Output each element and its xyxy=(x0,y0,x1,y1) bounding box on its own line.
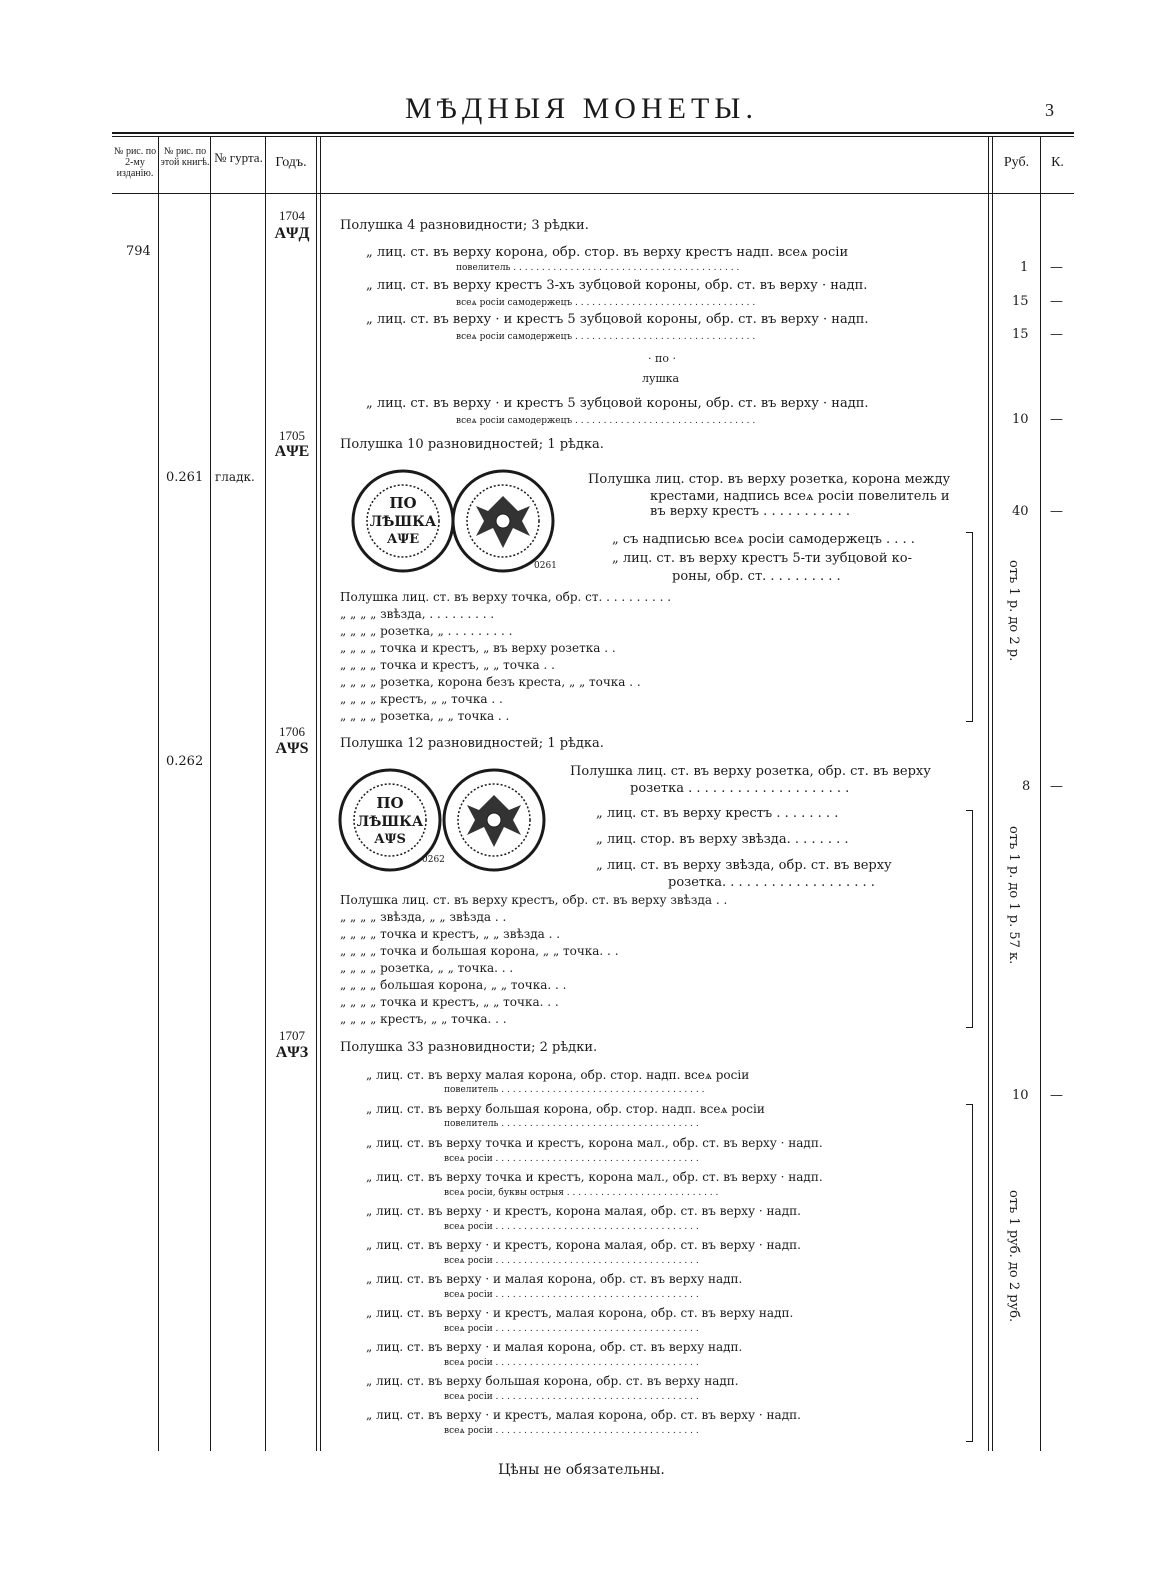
variant-1707-row: „ лиц. ст. въ верху · и крестъ, малая корона, обр. ст. въ верху надп. xyxy=(366,1306,794,1320)
section-1704-heading: Полушка 4 разновидности; 3 рѣдки. xyxy=(340,218,589,233)
price-1704-4: 10 xyxy=(1012,412,1029,427)
variant-1707-row-cont: всеѧ росіи . . . . . . . . . . . . . . . . . . . . . . . . . . . . . . . . . . . . xyxy=(444,1256,699,1266)
variant-1705-main-1: Полушка лиц. стор. въ верху розетка, корона между xyxy=(588,472,951,487)
entry-1704-3: „ лиц. ст. въ верху · и крестъ 5 зубцовой короны, обр. ст. въ верху · надп. xyxy=(366,312,869,327)
entry-1704-1-cont: повелитель . . . . . . . . . . . . . . . . . . . . . . . . . . . . . . . . . . . . . . . . xyxy=(456,263,740,273)
variant-1707-row: „ лиц. ст. въ верху большая корона, обр. стор. надп. всеѧ росіи xyxy=(366,1102,765,1116)
variant-1707-row: „ лиц. ст. въ верху · и крестъ, малая корона, обр. ст. въ верху · надп. xyxy=(366,1408,801,1422)
year-1706: 1706 xyxy=(279,724,305,739)
variant-1707-row-cont: всеѧ росіи . . . . . . . . . . . . . . . . . . . . . . . . . . . . . . . . . . . . xyxy=(444,1358,699,1368)
variant-1707-row: „ лиц. ст. въ верху · и крестъ, корона малая, обр. ст. въ верху · надп. xyxy=(366,1238,801,1252)
variant-1706-row: Полушка лиц. ст. въ верху крестъ, обр. ст. въ верху звѣзда . . xyxy=(340,893,728,907)
price-1706-kop: — xyxy=(1050,779,1063,794)
variant-1705-row: „ „ „ „ розетка, „ „ точка . . xyxy=(340,709,510,723)
col-divider-7 xyxy=(992,136,993,1451)
section-1705-heading: Полушка 10 разновидностей; 1 рѣдка. xyxy=(340,437,604,452)
variant-1705-row: „ „ „ „ розетка, „ . . . . . . . . . xyxy=(340,624,513,638)
variant-1706-main-2: розетка . . . . . . . . . . . . . . . . . . . . xyxy=(630,781,850,796)
variant-1705-row: Полушка лиц. ст. въ верху точка, обр. ст. . . . . . . . . . xyxy=(340,590,672,604)
fig-number-0262: 0.262 xyxy=(166,754,204,769)
price-range-1706: отъ 1 р. до 1 р. 57 к. xyxy=(1006,826,1021,965)
entry-1704-4: „ лиц. ст. въ верху · и крестъ 5 зубцовой короны, обр. ст. въ верху · надп. xyxy=(366,396,869,411)
variant-1706-b: „ лиц. стор. въ верху звѣзда. . . . . . . . xyxy=(596,832,849,847)
brace-1706 xyxy=(966,810,973,1028)
entry-1704-2-cont: всеѧ росіи самодержецъ . . . . . . . . . . . . . . . . . . . . . . . . . . . . . . . . xyxy=(456,298,756,308)
price-range-1705: отъ 1 р. до 2 р. xyxy=(1006,560,1021,662)
page-title: МѢДНЫЯ МОНЕТЫ. xyxy=(405,92,758,125)
price-1705: 40 xyxy=(1012,504,1029,519)
variant-1706-c-cont: розетка. . . . . . . . . . . . . . . . . . . xyxy=(668,875,875,890)
year-code-1707: АΨЗ xyxy=(275,1044,309,1061)
variant-1706-c: „ лиц. ст. въ верху звѣзда, обр. ст. въ верху xyxy=(596,858,892,873)
entry-1704-3-cont: всеѧ росіи самодержецъ . . . . . . . . . . . . . . . . . . . . . . . . . . . . . . . . xyxy=(456,332,756,342)
price-range-1707: отъ 1 руб. до 2 руб. xyxy=(1006,1190,1021,1323)
variant-1705-main-3: въ верху крестъ . . . . . . . . . . . xyxy=(650,504,850,519)
variant-1706-row: „ „ „ „ большая корона, „ „ точка. . . xyxy=(340,978,567,992)
variant-1707-row-cont: всеѧ росіи . . . . . . . . . . . . . . . . . . . . . . . . . . . . . . . . . . . . xyxy=(444,1154,699,1164)
section-1706-heading: Полушка 12 разновидностей; 1 рѣдка. xyxy=(340,736,604,751)
section-divider-po: · по · xyxy=(648,352,676,365)
variant-1707-row-cont: всеѧ росіи . . . . . . . . . . . . . . . . . . . . . . . . . . . . . . . . . . . . xyxy=(444,1290,699,1300)
year-1704: 1704 xyxy=(279,208,305,223)
variant-1705-b: „ лиц. ст. въ верху крестъ 5-ти зубцовой ко- xyxy=(612,551,913,566)
year-1707: 1707 xyxy=(279,1028,305,1043)
price-1704-1-kop: — xyxy=(1050,260,1063,275)
variant-1705-row: „ „ „ „ точка и крестъ, „ „ точка . . xyxy=(340,658,555,672)
variant-1706-row: „ „ „ „ крестъ, „ „ точка. . . xyxy=(340,1012,507,1026)
svg-text:ПО: ПО xyxy=(376,794,404,812)
coin-image-1705 xyxy=(348,466,558,576)
variant-1707-row: „ лиц. ст. въ верху малая корона, обр. стор. надп. всеѧ росіи xyxy=(366,1068,750,1082)
variant-1707-row: „ лиц. ст. въ верху точка и крестъ, корона мал., обр. ст. въ верху · надп. xyxy=(366,1136,823,1150)
year-code-1706: АΨЅ xyxy=(275,740,309,757)
svg-text:ПО: ПО xyxy=(389,494,417,512)
entry-1704-1: „ лиц. ст. въ верху корона, обр. стор. въ верху крестъ надп. всеѧ росіи xyxy=(366,245,849,260)
svg-text:АΨЅ: АΨЅ xyxy=(374,832,406,847)
header-rubles: Руб. xyxy=(1003,155,1030,170)
header-year: Годъ. xyxy=(275,155,307,170)
variant-1705-a: „ съ надписью всеѧ росіи самодержецъ . . . . xyxy=(612,532,915,547)
svg-text:0262: 0262 xyxy=(422,855,445,865)
edge-type: гладк. xyxy=(215,470,255,484)
top-rule xyxy=(112,132,1074,134)
col-divider-1 xyxy=(158,136,159,1451)
year-code-1704: АΨД xyxy=(274,225,310,242)
page-number: 3 xyxy=(1045,100,1054,120)
variant-1706-row: „ „ „ „ точка и крестъ, „ „ точка. . . xyxy=(340,995,559,1009)
variant-1707-row-cont: всеѧ росіи . . . . . . . . . . . . . . . . . . . . . . . . . . . . . . . . . . . . xyxy=(444,1222,699,1232)
price-1705-kop: — xyxy=(1050,504,1063,519)
variant-1707-row-cont: всеѧ росіи, буквы острыя . . . . . . . . . . . . . . . . . . . . . . . . . . . xyxy=(444,1188,719,1198)
variant-1707-row: „ лиц. ст. въ верху · и малая корона, обр. ст. въ верху надп. xyxy=(366,1340,743,1354)
price-1704-2: 15 xyxy=(1012,294,1029,309)
variant-1705-b-cont: роны, обр. ст. . . . . . . . . . xyxy=(672,569,841,584)
variant-1707-row: „ лиц. ст. въ верху · и малая корона, обр. ст. въ верху надп. xyxy=(366,1272,743,1286)
price-1707: 10 xyxy=(1012,1088,1029,1103)
variant-1705-row: „ „ „ „ розетка, корона безъ креста, „ „ точка . . xyxy=(340,675,641,689)
variant-1706-a: „ лиц. ст. въ верху крестъ . . . . . . . . xyxy=(596,806,839,821)
fig-number-794: 794 xyxy=(126,244,151,259)
variant-1707-row-cont: повелитель . . . . . . . . . . . . . . . . . . . . . . . . . . . . . . . . . . . . xyxy=(444,1085,705,1095)
variant-1705-row: „ „ „ „ точка и крестъ, „ въ верху розетка . . xyxy=(340,641,616,655)
col-divider-6 xyxy=(988,136,989,1451)
price-1706: 8 xyxy=(1022,779,1031,794)
variant-1706-row: „ „ „ „ точка и крестъ, „ „ звѣзда . . xyxy=(340,927,561,941)
header-fig-2nd-edition: № рис. по 2-му изданію. xyxy=(113,146,157,179)
variant-1707-row: „ лиц. ст. въ верху · и крестъ, корона малая, обр. ст. въ верху · надп. xyxy=(366,1204,801,1218)
col-divider-5 xyxy=(320,136,321,1451)
variant-1707-row-cont: всеѧ росіи . . . . . . . . . . . . . . . . . . . . . . . . . . . . . . . . . . . . xyxy=(444,1324,699,1334)
year-1705: 1705 xyxy=(279,428,305,443)
variant-1706-row: „ „ „ „ звѣзда, „ „ звѣзда . . xyxy=(340,910,507,924)
price-1704-3: 15 xyxy=(1012,327,1029,342)
header-fig-this-book: № рис. по этой книгѣ. xyxy=(160,146,210,168)
variant-1705-row: „ „ „ „ крестъ, „ „ точка . . xyxy=(340,692,503,706)
header-rule xyxy=(112,193,1074,194)
price-1707-kop: — xyxy=(1050,1088,1063,1103)
variant-1707-row: „ лиц. ст. въ верху точка и крестъ, корона мал., обр. ст. въ верху · надп. xyxy=(366,1170,823,1184)
svg-text:ЛѢШКА: ЛѢШКА xyxy=(369,514,437,530)
variant-1706-row: „ „ „ „ розетка, „ „ точка. . . xyxy=(340,961,514,975)
entry-1704-2: „ лиц. ст. въ верху крестъ 3-хъ зубцовой короны, обр. ст. въ верху · надп. xyxy=(366,278,868,293)
variant-1705-main-2: крестами, надпись всеѧ росіи повелитель и xyxy=(650,489,950,504)
footer-note: Цѣны не обязательны. xyxy=(498,1462,665,1478)
svg-text:0261: 0261 xyxy=(534,561,557,571)
price-1704-4-kop: — xyxy=(1050,412,1063,427)
variant-1707-row-cont: всеѧ росіи . . . . . . . . . . . . . . . . . . . . . . . . . . . . . . . . . . . . xyxy=(444,1426,699,1436)
entry-1704-4-cont: всеѧ росіи самодержецъ . . . . . . . . . . . . . . . . . . . . . . . . . . . . . . . . xyxy=(456,416,756,426)
col-divider-2 xyxy=(210,136,211,1451)
section-1707-heading: Полушка 33 разновидности; 2 рѣдки. xyxy=(340,1040,598,1055)
section-divider-lushka: лушка xyxy=(642,372,680,385)
price-1704-2-kop: — xyxy=(1050,294,1063,309)
col-divider-3 xyxy=(265,136,266,1451)
svg-text:ЛѢШКА: ЛѢШКА xyxy=(356,814,424,830)
col-divider-8 xyxy=(1040,136,1041,1451)
price-1704-3-kop: — xyxy=(1050,327,1063,342)
brace-1707 xyxy=(966,1104,973,1442)
variant-1707-row: „ лиц. ст. въ верху большая корона, обр. ст. въ верху надп. xyxy=(366,1374,739,1388)
variant-1706-row: „ „ „ „ точка и большая корона, „ „ точка. . . xyxy=(340,944,619,958)
header-edge-number: № гурта. xyxy=(214,150,263,165)
coin-image-1706 xyxy=(334,766,554,876)
header-kopecks: К. xyxy=(1051,155,1064,170)
top-rule-2 xyxy=(112,136,1074,137)
price-1704-1: 1 xyxy=(1020,260,1029,275)
variant-1705-row: „ „ „ „ звѣзда, . . . . . . . . . xyxy=(340,607,495,621)
brace-1705 xyxy=(966,532,973,722)
variant-1707-row-cont: всеѧ росіи . . . . . . . . . . . . . . . . . . . . . . . . . . . . . . . . . . . . xyxy=(444,1392,699,1402)
fig-number-0261: 0.261 xyxy=(166,470,204,485)
variant-1706-main-1: Полушка лиц. ст. въ верху розетка, обр. ст. въ верху xyxy=(570,764,931,779)
col-divider-4 xyxy=(316,136,317,1451)
variant-1707-row-cont: повелитель . . . . . . . . . . . . . . . . . . . . . . . . . . . . . . . . . . . xyxy=(444,1119,699,1129)
svg-text:АΨЕ: АΨЕ xyxy=(386,532,420,547)
year-code-1705: АΨЕ xyxy=(274,443,310,460)
